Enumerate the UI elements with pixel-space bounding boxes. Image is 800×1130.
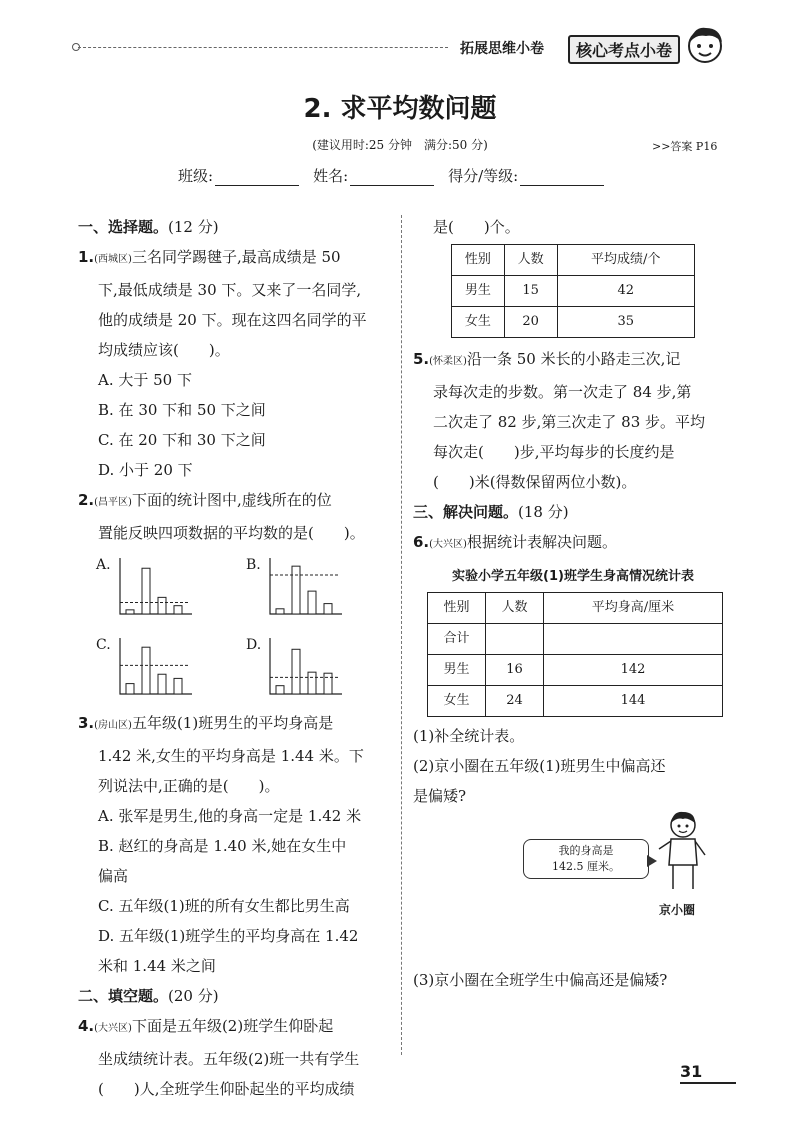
question-1-option-c[interactable]: C. 在 20 下和 30 下之间 [98,431,266,449]
chart-bar [142,568,150,614]
question-4 [78,1011,390,1104]
table-cell: 42 [557,276,695,307]
question-5-line: ( )米(得数保留两位小数)。 [433,473,637,491]
question-6-text: 根据统计表解决问题。 [466,533,617,551]
question-2-line: 置能反映四项数据的平均数的是( )。 [98,524,365,542]
class-blank[interactable] [215,170,299,186]
question-5-number: 5. [413,350,430,368]
chart-bar [174,678,182,694]
chart-option-d[interactable] [248,636,348,702]
question-3-line: 列说法中,正确的是( )。 [98,777,280,795]
table-cell: 24 [485,686,543,717]
table-row [452,276,695,307]
question-6-district: (大兴区) [429,539,467,550]
chart-bar [126,684,134,694]
question-1-option-d[interactable]: D. 小于 20 下 [98,461,193,479]
chart-bar [126,610,134,614]
time-info: (建议用时:25 分钟 满分:50 分) [312,138,488,152]
question-3-option-a[interactable]: A. 张军是男生,他的身高一定是 1.42 米 [98,807,362,825]
table-cell: 144 [543,686,722,717]
right-column [413,212,733,995]
question-6-sub-3: (3)京小圈在全班学生中偏高还是偏矮? [413,971,668,989]
chart-bar [142,647,150,694]
question-6-sub-1: (1)补全统计表。 [413,727,525,745]
chart-bar [308,591,316,614]
name-blank[interactable] [350,170,434,186]
left-column [78,212,390,1104]
table-cell: 女生 [428,686,486,717]
table-header: 平均身高/厘米 [543,593,722,624]
score-label: 得分/等级: [448,167,519,185]
question-3-line: 1.42 米,女生的平均身高是 1.44 米。下 [98,747,364,765]
chart-bar [292,649,300,694]
table-cell-blank[interactable] [543,624,722,655]
page-number: 31 [680,1062,703,1081]
table-cell: 15 [504,276,557,307]
speech-bubble [523,839,649,879]
question-4-district: (大兴区) [94,1023,132,1034]
header-line [78,47,448,48]
question-1-district: (西城区) [94,254,132,265]
question-3-option-c[interactable]: C. 五年级(1)班的所有女生都比男生高 [98,897,350,915]
question-4-number: 4. [78,1017,95,1035]
section-3-points: (18 分) [518,503,569,521]
question-5-line: 二次走了 82 步,第三次走了 83 步。平均 [433,413,706,431]
question-3-line: 五年级(1)班男生的平均身高是 [131,714,334,732]
question-2-charts [98,548,390,708]
question-2-line: 下面的统计图中,虚线所在的位 [131,491,332,509]
chart-option-label: D. [246,637,262,653]
section-2-title: 二、填空题。 [78,987,169,1005]
question-1 [78,242,390,485]
table-cell: 35 [557,307,695,338]
question-5-line: 录每次走的步数。第一次走了 84 步,第 [433,383,692,401]
question-2-number: 2. [78,491,95,509]
mini-bar-chart [98,556,198,622]
question-1-line: 三名同学踢毽子,最高成绩是 50 [131,248,341,266]
table-header: 性别 [428,593,486,624]
table-row [428,624,723,655]
mini-bar-chart [248,636,348,702]
section-1-heading [78,212,390,242]
illustration [413,811,733,923]
chart-option-b[interactable] [248,556,348,622]
class-field [178,165,299,186]
table-cell: 142 [543,655,722,686]
chart-option-label: C. [96,637,111,653]
question-6-table [427,592,723,717]
mini-bar-chart [248,556,348,622]
question-2-district: (昌平区) [94,497,132,508]
question-5-line: 每次走( )步,平均每步的长度约是 [433,443,675,461]
question-5 [413,344,733,497]
chart-bar [174,606,182,614]
score-blank[interactable] [520,170,604,186]
question-5-district: (怀柔区) [429,356,467,367]
question-3 [78,708,390,981]
table-cell-blank[interactable] [485,624,543,655]
question-3-district: (房山区) [94,720,132,731]
chart-bar [276,686,284,694]
question-1-line: 他的成绩是 20 下。现在这四名同学的平 [98,311,367,329]
table-cell: 男生 [452,276,505,307]
table-row [428,655,723,686]
class-label: 班级: [178,167,214,185]
section-2-heading [78,981,390,1011]
question-2 [78,485,390,708]
chart-option-label: B. [246,557,261,573]
column-divider [401,215,402,1055]
chart-bar [158,674,166,694]
table-cell: 16 [485,655,543,686]
chart-option-c[interactable] [98,636,198,702]
name-label: 姓名: [313,167,349,185]
section-2-points: (20 分) [168,987,219,1005]
answer-reference: >>答案 P16 [652,140,718,153]
chart-option-a[interactable] [98,556,198,622]
chart-bar [292,566,300,614]
section-1-title: 一、选择题。 [78,218,169,236]
student-info-row [178,165,604,186]
question-4-line: 坐成绩统计表。五年级(2)班一共有学生 [98,1050,360,1068]
question-6-number: 6. [413,533,430,551]
table-header: 平均成绩/个 [557,245,695,276]
question-3-number: 3. [78,714,95,732]
section-3-heading [413,497,733,527]
series-label: 拓展思维小卷 [460,41,544,57]
boy-name: 京小圈 [659,903,696,917]
question-1-line: 均成绩应该( )。 [98,341,230,359]
table-header: 人数 [485,593,543,624]
table-row [428,686,723,717]
boy-figure-icon [657,809,709,897]
mascot-icon [682,22,728,68]
question-1-number: 1. [78,248,95,266]
page-title: 2. 求平均数问题 [303,94,497,124]
question-3-option-b-cont[interactable]: 偏高 [98,867,129,885]
question-1-option-a[interactable]: A. 大于 50 下 [98,371,192,389]
question-6-sub-2-cont: 是偏矮? [413,787,467,805]
question-3-option-d-cont[interactable]: 米和 1.44 米之间 [98,957,216,975]
chart-bar [324,673,332,694]
table-header-row [428,593,723,624]
question-4-line: 下面是五年级(2)班学生仰卧起 [131,1017,334,1035]
chart-bar [158,597,166,614]
speech-line: 142.5 厘米。 [552,860,620,873]
table-header: 人数 [504,245,557,276]
table-cell: 男生 [428,655,486,686]
question-3-option-d[interactable]: D. 五年级(1)班学生的平均身高在 1.42 [98,927,359,945]
score-field [448,165,604,186]
question-1-line: 下,最低成绩是 30 下。又来了一名同学, [98,281,362,299]
speech-line: 我的身高是 [558,844,614,857]
section-1-points: (12 分) [168,218,219,236]
table-cell: 20 [504,307,557,338]
question-6 [413,527,733,995]
chart-option-label: A. [96,557,111,573]
table-header-row [452,245,695,276]
question-4-line: ( )人,全班学生仰卧起坐的平均成绩 [98,1080,355,1098]
table-header: 性别 [452,245,505,276]
question-3-option-b[interactable]: B. 赵红的身高是 1.40 米,她在女生中 [98,837,347,855]
question-4-continuation: 是( )个。 [433,218,520,236]
question-5-line: 沿一条 50 米长的小路走三次,记 [466,350,681,368]
table-cell: 合计 [428,624,486,655]
name-field [313,165,434,186]
chart-bar [324,604,332,614]
section-3-title: 三、解决问题。 [413,503,519,521]
series-label-highlight: 核心考点小卷 [568,35,680,64]
question-6-sub-2: (2)京小圈在五年级(1)班男生中偏高还 [413,757,666,775]
mini-bar-chart [98,636,198,702]
page-number-underline [680,1082,736,1084]
chart-bar [308,672,316,694]
table-cell: 女生 [452,307,505,338]
chart-bar [276,609,284,614]
question-6-table-title: 实验小学五年级(1)班学生身高情况统计表 [452,569,694,584]
question-1-option-b[interactable]: B. 在 30 下和 50 下之间 [98,401,266,419]
table-row [452,307,695,338]
question-4-table [451,244,695,338]
speech-bubble-tail [647,855,657,867]
